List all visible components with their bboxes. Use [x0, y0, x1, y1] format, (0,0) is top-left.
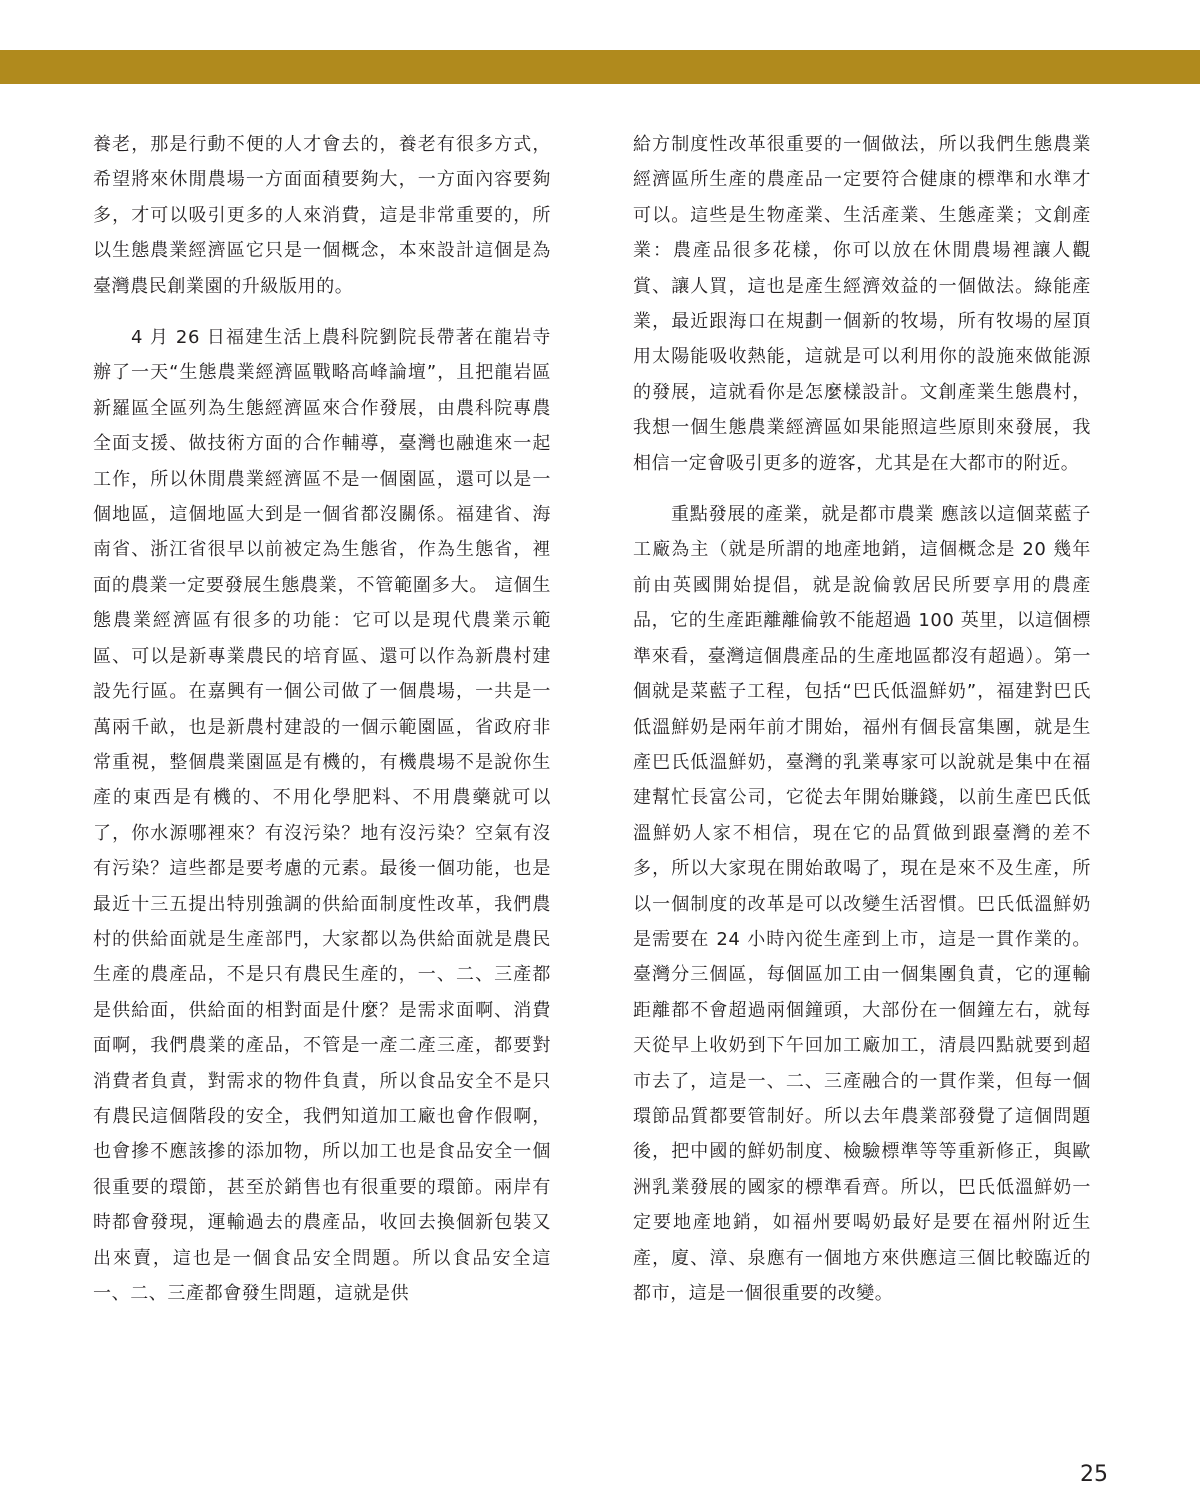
paragraph: 4 月 26 日福建生活上農科院劉院長帶著在龍岩寺辦了一天“生態農業經濟區戰略高峰論壇”，且把龍岩區新羅區全區列為生態經濟區來合作發展，由農科院專農全面支援、做技術方面的合作輔導，臺灣也融進來一起工作，所以休閒農業經濟區不是一個園區，還可以是一個地區，這個地區大到是一個省都沒關係。福建省、海南省、浙江省很早以前被定為生態省，作為生態省，裡面的農業一定要發展生態農業，不管範圍多大。 這個生態農業經濟區有很多的功能：它可以是現代農業示範區、可以是新專業農民的培育區、還可以作為新農村建設先行區。在嘉興有一個公司做了一個農場，一共是一萬兩千畝，也是新農村建設的一個示範園區，省政府非常重視，整個農業園區是有機的，有機農場不是說你生產的東西是有機的、不用化學肥料、不用農藥就可以了，你水源哪裡來？有沒污染？地有沒污染？空氣有沒有污染？這些都是要考慮的元素。最後一個功能，也是最近十三五提出特別強調的供給面制度性改革，我們農村的供給面就是生產部門，大家都以為供給面就是農民生產的農產品，不是只有農民生產的，一、二、三產都是供給面，供給面的相對面是什麼？是需求面啊、消費面啊，我們農業的產品，不管是一產二產三產，都要對消費者負責，對需求的物件負責，所以食品安全不是只有農民這個階段的安全，我們知道加工廠也會作假啊，也會摻不應該摻的添加物，所以加工也是食品安全一個很重要的環節，甚至於銷售也有很重要的環節。兩岸有時都會發現，運輸過去的農產品，收回去換個新包裝又出來賣，這也是一個食品安全問題。所以食品安全這一、二、三產都會發生問題，這就是供 [93, 327, 551, 1304]
right-text-column [633, 127, 1091, 1327]
page-number: 25 [1080, 1462, 1108, 1487]
paragraph: 給方制度性改革很重要的一個做法，所以我們生態農業經濟區所生產的農產品一定要符合健康的標準和水準才可以。這些是生物產業、生活產業、生態產業；文創產業：農產品很多花樣，你可以放在休閒農場裡讓人觀賞、讓人買，這也是產生經濟效益的一個做法。綠能產業，最近跟海口在規劃一個新的牧場，所有牧場的屋頂用太陽能吸收熱能，這就是可以利用你的設施來做能源的發展，這就看你是怎麼樣設計。文創產業生態農村，我想一個生態農業經濟區如果能照這些原則來發展，我相信一定會吸引更多的遊客，尤其是在大都市的附近。 [633, 134, 1091, 474]
paragraph: 重點發展的產業，就是都市農業 應該以這個菜藍子工廠為主（就是所謂的地產地銷，這個概念是 20 幾年前由英國開始提倡，就是說倫敦居民所要享用的農產品，它的生產距離離倫敦不能超過 100 英里，以這個標準來看，臺灣這個農產品的生產地區都沒有超過）。第一個就是菜藍子工程，包括“巴氏低溫鮮奶”，福建對巴氏低溫鮮奶是兩年前才開始，福州有個長富集團，就是生產巴氏低溫鮮奶，臺灣的乳業專家可以說就是集中在福建幫忙長富公司，它從去年開始賺錢，以前生產巴氏低溫鮮奶人家不相信，現在它的品質做到跟臺灣的差不多，所以大家現在開始敢喝了，現在是來不及生產，所以一個制度的改革是可以改變生活習慣。巴氏低溫鮮奶是需要在 24 小時內從生產到上市，這是一貫作業的。臺灣分三個區，每個區加工由一個集團負責，它的運輸距離都不會超過兩個鐘頭，大部份在一個鐘左右，就每天從早上收奶到下午回加工廠加工，清晨四點就要到超市去了，這是一、二、三產融合的一貫作業，但每一個環節品質都要管制好。所以去年農業部發覺了這個問題後，把中國的鮮奶制度、檢驗標準等等重新修正，與歐洲乳業發展的國家的標準看齊。所以，巴氏低溫鮮奶一定要地產地銷，如福州要喝奶最好是要在福州附近生產，廈、漳、泉應有一個地方來供應這三個比較臨近的都市，這是一個很重要的改變。 [633, 504, 1091, 1304]
header-color-band [0, 50, 1200, 84]
left-text-column [93, 127, 551, 1327]
paragraph: 養老，那是行動不便的人才會去的，養老有很多方式，希望將來休閒農場一方面面積要夠大，一方面內容要夠多，才可以吸引更多的人來消費，這是非常重要的，所以生態農業經濟區它只是一個概念，本來設計這個是為臺灣農民創業園的升級版用的。 [93, 134, 551, 297]
